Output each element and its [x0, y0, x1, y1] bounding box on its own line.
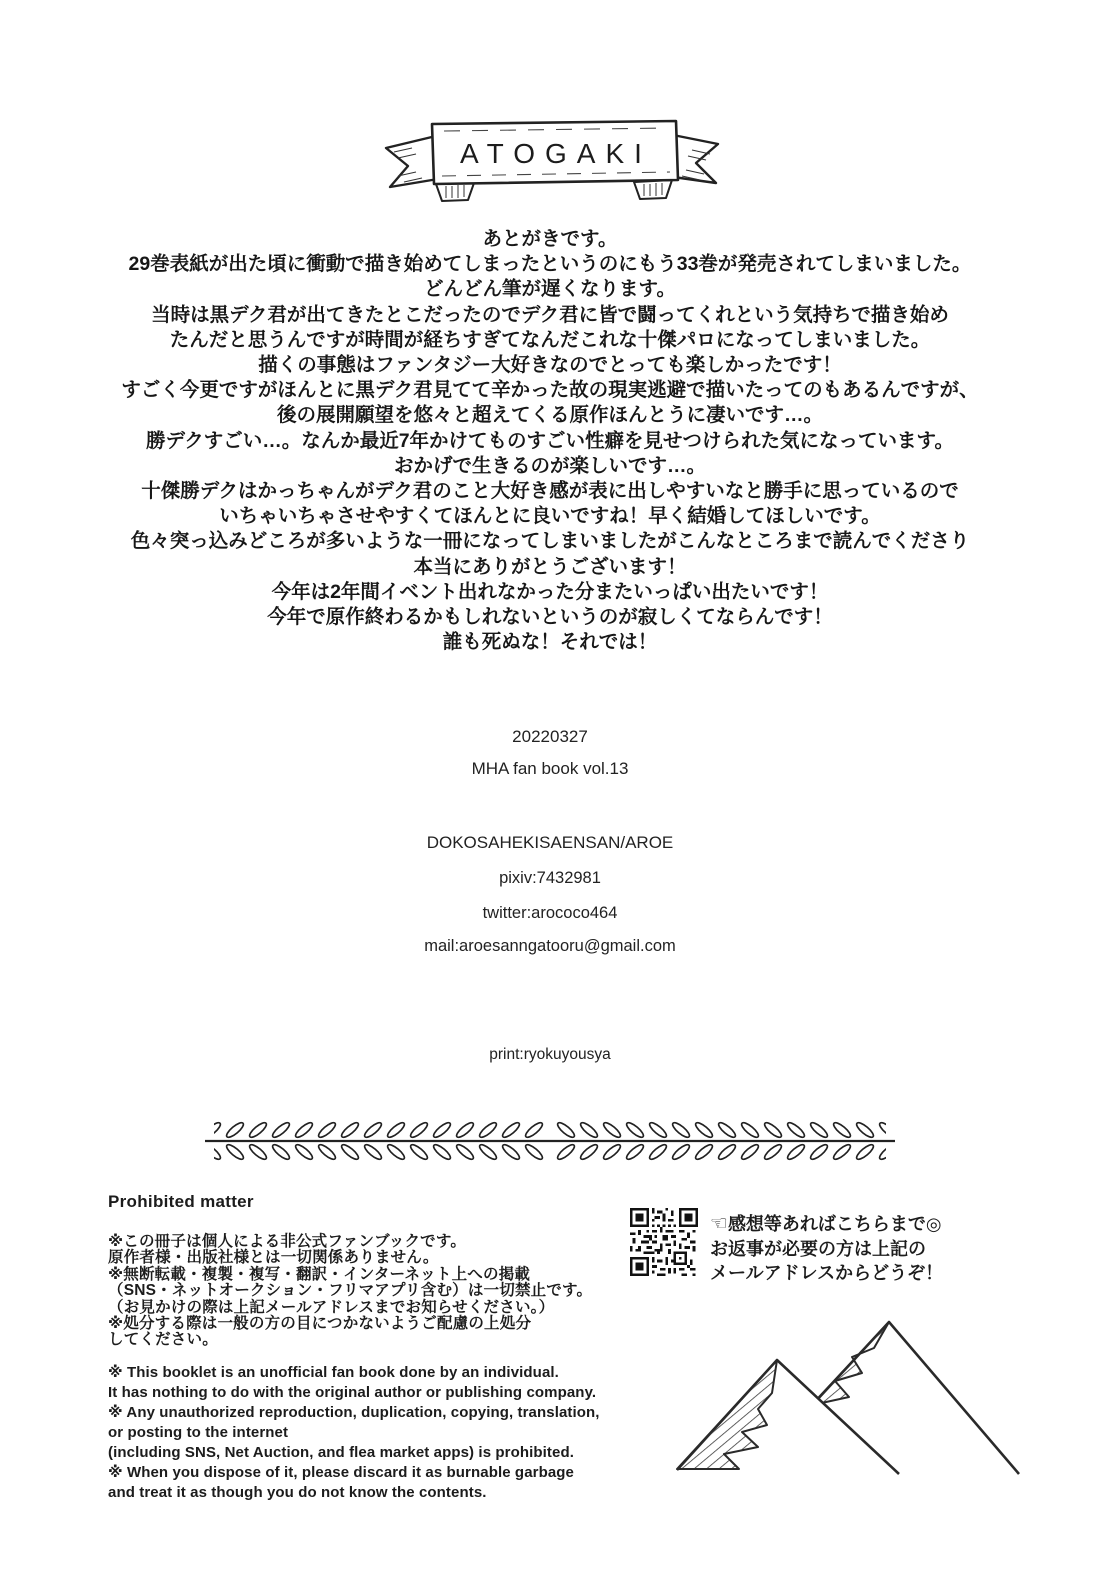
prohibited-en-line: ※ Any unauthorized reproduction, duplication, copying, translation, — [108, 1403, 600, 1421]
prohibited-title: Prohibited matter — [108, 1192, 254, 1211]
afterword-line: 色々突っ込みどころが多いような一冊になってしまいましたがこんなところまで読んでくださり — [130, 530, 970, 553]
prohibited-jp-line: ※無断転載・複製・複写・翻訳・インターネット上への掲載 — [108, 1265, 531, 1283]
prohibited-matter-section — [108, 1192, 628, 1503]
pointing-hand-icon: ☜ — [710, 1213, 728, 1235]
prohibited-en-line: and treat it as though you do not know the contents. — [108, 1483, 487, 1501]
contact-note — [710, 1212, 1040, 1286]
publish-date: 20220327 — [512, 727, 588, 746]
printer-credit: print:ryokuyousya — [489, 1046, 611, 1063]
afterword-line: 後の展開願望を悠々と超えてくる原作ほんとうに凄いです…。 — [276, 404, 823, 427]
prohibited-en-line: ※ When you dispose of it, please discard it as burnable garbage — [108, 1463, 574, 1481]
afterword-line: 今年で原作終わるかもしれないというのが寂しくてならんです！ — [267, 606, 833, 629]
leaf-divider-icon — [200, 1114, 900, 1168]
prohibited-jp-line: ※この冊子は個人による非公式ファンブックです。 — [108, 1233, 467, 1250]
afterword-line: どんどん筆が遅くなります。 — [424, 278, 676, 301]
afterword-line: 29巻表紙が出た頃に衝動で描き始めてしまったというのにもう33巻が発売されてしまいました。 — [128, 253, 972, 276]
prohibited-jp-line: してください。 — [108, 1331, 218, 1349]
afterword-line: 誰も死ぬな！それでは！ — [442, 631, 658, 654]
book-title: MHA fan book vol.13 — [471, 759, 629, 778]
contact-line-1 — [710, 1212, 1040, 1237]
prohibited-en-line: It has nothing to do with the original author or publishing company. — [108, 1383, 597, 1401]
afterword-line: 十傑勝デクはかっちゃんがデク君のこと大好き感が表に出しやすいなと勝手に思っているので — [141, 480, 959, 503]
prohibited-en-line: or posting to the internet — [108, 1423, 289, 1441]
afterword-text — [20, 227, 1080, 655]
prohibited-jp-line: （お見かけの際は上記メールアドレスまでお知らせください。） — [108, 1298, 555, 1316]
contact-line-2: お返事が必要の方は上記の — [710, 1238, 926, 1259]
afterword-line: 本当にありがとうございます！ — [413, 555, 687, 578]
prohibited-japanese-text — [108, 1234, 628, 1349]
afterword-line: 描くの事態はファンタジー大好きなのでとっても楽しかったです！ — [258, 354, 842, 377]
qr-code — [630, 1208, 698, 1276]
afterword-line: 今年は2年間イベント出れなかった分またいっぱい出たいです！ — [271, 580, 829, 603]
prohibited-en-line: ※ This booklet is an unofficial fan book done by an individual. — [108, 1363, 559, 1381]
mail-address: mail:aroesanngatooru@gmail.com — [424, 937, 676, 955]
pixiv-id: pixiv:7432981 — [499, 869, 601, 887]
afterword-line: たんだと思うんですが時間が経ちすぎてなんだこれな十傑パロになってしまいました。 — [169, 328, 931, 351]
leaf-divider — [200, 1114, 900, 1168]
prohibited-en-line: (including SNS, Net Auction, and flea market apps) is prohibited. — [108, 1443, 574, 1461]
contact-line-1-text: 感想等あればこちらまで◎ — [727, 1214, 942, 1234]
prohibited-english-text — [108, 1363, 628, 1503]
afterword-line: おかげで生きるのが楽しいです…。 — [393, 454, 706, 477]
mountains-icon — [663, 1296, 1028, 1481]
afterword-line: すごく今更ですがほんとに黒デク君見てて辛かった故の現実逃避で描いたってのもあるんですが、 — [121, 379, 979, 402]
afterword-line: 勝デクすごい…。なんか最近7年かけてものすごい性癖を見せつけられた気になっています。 — [145, 429, 954, 452]
afterword-line: あとがきです。 — [482, 228, 618, 250]
twitter-handle: twitter:arococo464 — [482, 904, 618, 922]
mountains-drawing — [663, 1296, 1028, 1481]
ribbon-banner-icon — [378, 108, 726, 204]
circle-name: DOKOSAHEKISAENSAN/AROE — [426, 833, 674, 852]
afterword-line: 当時は黒デク君が出てきたとこだったのでデク君に皆で闘ってくれという気持ちで描き始め — [151, 303, 949, 326]
prohibited-jp-line: 原作者様・出版社様とは一切関係ありません。 — [108, 1249, 439, 1267]
banner-title: ATOGAKI — [460, 138, 652, 169]
contact-line-3: メールアドレスからどうぞ！ — [710, 1263, 944, 1283]
prohibited-jp-line: ※処分する際は一般の方の目につかないようご配慮の上処分 — [108, 1315, 532, 1333]
atogaki-banner — [378, 108, 726, 204]
afterword-line: いちゃいちゃさせやすくてほんとに良いですね！早く結婚してほしいです。 — [219, 505, 881, 528]
prohibited-jp-line: （SNS・ネットオークション・フリマアプリ含む）は一切禁止です。 — [108, 1282, 593, 1300]
